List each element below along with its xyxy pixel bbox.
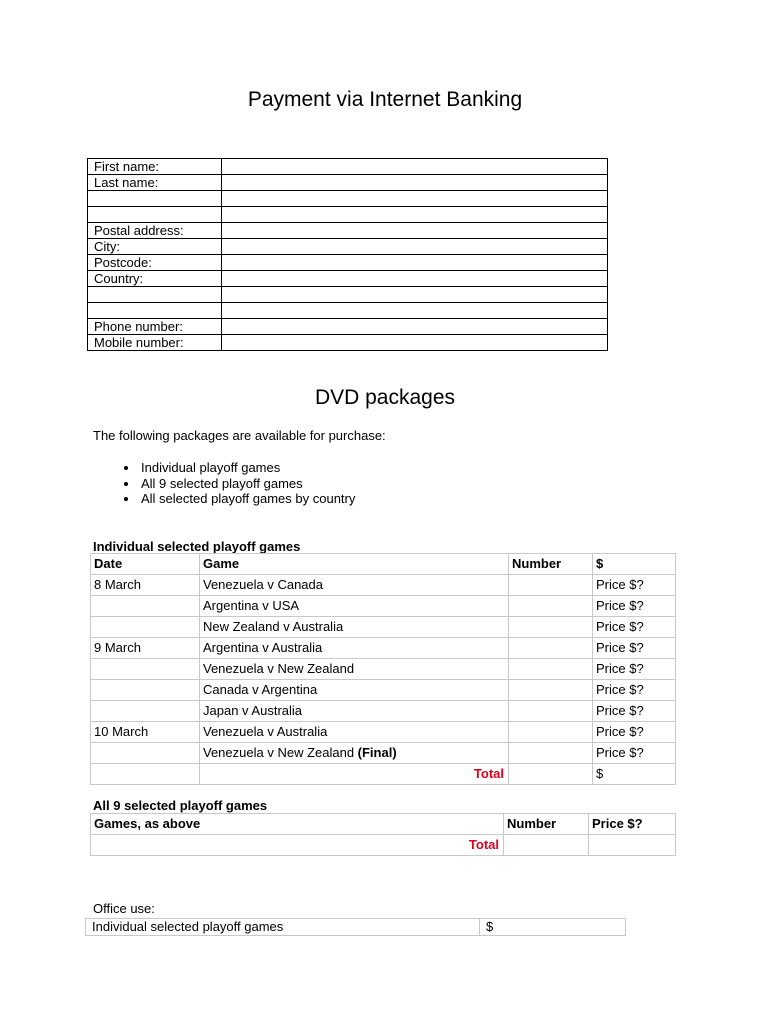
contact-field-label: Mobile number: [88, 335, 222, 351]
game-name [200, 743, 509, 764]
game-date [91, 680, 200, 701]
game-price: Price $? [593, 701, 676, 722]
game-price: Price $? [593, 617, 676, 638]
contact-field-input[interactable] [222, 319, 608, 335]
contact-details-table [87, 158, 608, 351]
game-name-text: Venezuela v Australia [203, 724, 328, 739]
number-input-cell[interactable] [509, 596, 593, 617]
contact-row [88, 239, 608, 255]
game-date: 8 March [91, 575, 200, 596]
game-name [200, 617, 509, 638]
game-name [200, 638, 509, 659]
game-date [91, 659, 200, 680]
game-row [91, 575, 676, 596]
contact-field-input[interactable] [222, 207, 608, 223]
number-input-cell[interactable] [509, 638, 593, 659]
contact-field-label [88, 191, 222, 207]
game-row [91, 743, 676, 764]
game-row [91, 722, 676, 743]
game-name [200, 575, 509, 596]
contact-row [88, 255, 608, 271]
number-input-cell[interactable] [509, 743, 593, 764]
game-name-text: Canada v Argentina [203, 682, 318, 697]
contact-row [88, 223, 608, 239]
number-input-cell[interactable] [504, 835, 589, 856]
total-label: Total [200, 764, 509, 785]
contact-field-label [88, 207, 222, 223]
col-number-header: Number [504, 814, 589, 835]
contact-row [88, 335, 608, 351]
package-item: • All selected playoff games by country [139, 491, 355, 507]
packages-intro: The following packages are available for purchase: [93, 428, 386, 443]
contact-field-label: City: [88, 239, 222, 255]
number-input-cell[interactable] [509, 659, 593, 680]
game-name-text: Venezuela v New Zealand [203, 661, 355, 676]
contact-field-input[interactable] [222, 239, 608, 255]
contact-field-input[interactable] [222, 303, 608, 319]
game-name [200, 659, 509, 680]
total-row [91, 764, 676, 785]
game-row [91, 638, 676, 659]
game-price: Price $? [593, 722, 676, 743]
price-cell[interactable] [589, 835, 676, 856]
all9-table [90, 813, 676, 856]
contact-field-input[interactable] [222, 175, 608, 191]
game-name-text: Argentina v USA [203, 598, 300, 613]
game-row [91, 596, 676, 617]
game-name-suffix: (Final) [357, 745, 397, 760]
game-date [91, 743, 200, 764]
game-date: 9 March [91, 638, 200, 659]
col-date-header: Date [91, 554, 200, 575]
game-price: Price $? [593, 743, 676, 764]
game-date: 10 March [91, 722, 200, 743]
individual-games-caption: Individual selected playoff games [93, 539, 301, 554]
col-games-header: Games, as above [91, 814, 504, 835]
game-name [200, 596, 509, 617]
number-input-cell[interactable] [509, 701, 593, 722]
game-name [200, 722, 509, 743]
game-price: Price $? [593, 596, 676, 617]
contact-row [88, 271, 608, 287]
game-price: Price $? [593, 680, 676, 701]
office-use-table [85, 918, 626, 936]
all9-caption: All 9 selected playoff games [93, 798, 268, 813]
number-input-cell[interactable] [509, 680, 593, 701]
contact-field-label: Last name: [88, 175, 222, 191]
total-label: Total [91, 835, 504, 856]
contact-field-input[interactable] [222, 191, 608, 207]
contact-row [88, 303, 608, 319]
office-row-value: $ [480, 919, 626, 936]
dvd-packages-heading: DVD packages [314, 386, 456, 409]
game-name [200, 680, 509, 701]
contact-row [88, 191, 608, 207]
contact-field-label [88, 303, 222, 319]
game-price: Price $? [593, 575, 676, 596]
contact-field-label: First name: [88, 159, 222, 175]
game-price: Price $? [593, 659, 676, 680]
contact-field-input[interactable] [222, 159, 608, 175]
number-input-cell[interactable] [509, 617, 593, 638]
contact-row [88, 159, 608, 175]
game-name-text: Venezuela v Canada [203, 577, 323, 592]
contact-field-input[interactable] [222, 223, 608, 239]
col-price-header: $ [593, 554, 676, 575]
game-row [91, 659, 676, 680]
game-name-text: Argentina v Australia [203, 640, 323, 655]
game-date [91, 617, 200, 638]
contact-row [88, 207, 608, 223]
table-header-row [91, 554, 676, 575]
contact-row [88, 319, 608, 335]
game-price: Price $? [593, 638, 676, 659]
empty-cell [91, 764, 200, 785]
contact-field-label [88, 287, 222, 303]
col-game-header: Game [200, 554, 509, 575]
contact-field-label: Postal address: [88, 223, 222, 239]
contact-field-input[interactable] [222, 335, 608, 351]
game-row [91, 617, 676, 638]
contact-field-input[interactable] [222, 255, 608, 271]
game-date [91, 701, 200, 722]
game-name [200, 701, 509, 722]
number-input-cell[interactable] [509, 575, 593, 596]
contact-row [88, 287, 608, 303]
game-row [91, 701, 676, 722]
number-input-cell[interactable] [509, 764, 593, 785]
total-row [91, 835, 676, 856]
game-name-text: Japan v Australia [203, 703, 303, 718]
office-row-label: Individual selected playoff games [86, 919, 480, 936]
col-price-header: Price $? [589, 814, 676, 835]
contact-field-label: Phone number: [88, 319, 222, 335]
package-list [115, 460, 355, 507]
contact-field-label: Country: [88, 271, 222, 287]
table-header-row [91, 814, 676, 835]
contact-field-label: Postcode: [88, 255, 222, 271]
game-name-text: New Zealand v Australia [203, 619, 344, 634]
game-row [91, 680, 676, 701]
office-use-label: Office use: [93, 901, 155, 916]
individual-games-table [90, 553, 676, 785]
office-row [86, 919, 626, 936]
total-value: $ [593, 764, 676, 785]
page-title: Payment via Internet Banking [247, 88, 523, 111]
contact-row [88, 175, 608, 191]
package-item: • Individual playoff games [139, 460, 355, 476]
package-item: • All 9 selected playoff games [139, 476, 355, 492]
game-date [91, 596, 200, 617]
number-input-cell[interactable] [509, 722, 593, 743]
game-name-text: Venezuela v New Zealand [203, 745, 358, 760]
contact-field-input[interactable] [222, 287, 608, 303]
contact-field-input[interactable] [222, 271, 608, 287]
col-number-header: Number [509, 554, 593, 575]
